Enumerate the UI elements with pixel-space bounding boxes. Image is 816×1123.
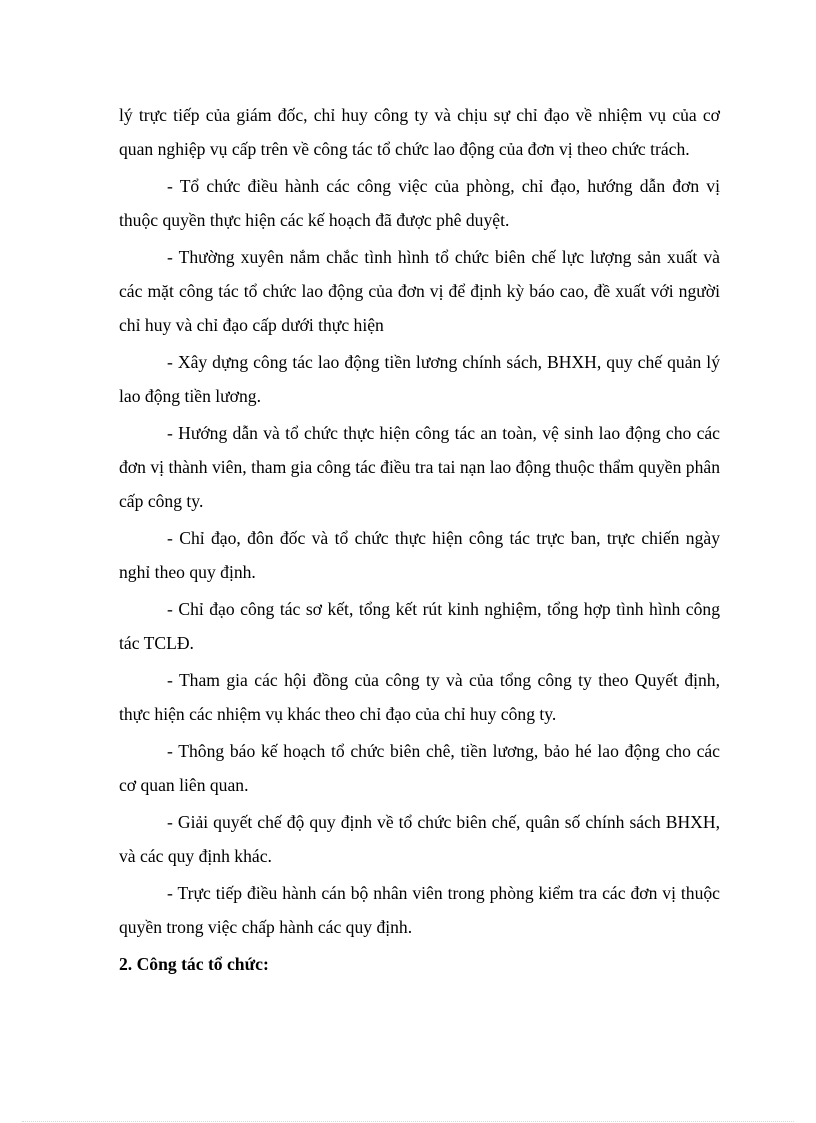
paragraph-task-monitor: - Thường xuyên nắm chắc tình hình tổ chức biên chế lực lượng sản xuất và các mặt công tác tổ chức lao động của đơn vị để định kỳ báo cao, đề xuất với người chỉ huy và chỉ đạo cấp dưới thực hiện xyxy=(119,247,720,335)
paragraph-task-duty: - Chỉ đạo, đôn đốc và tổ chức thực hiện công tác trực ban, trực chiến ngày nghỉ theo quy định. xyxy=(119,528,720,582)
paragraph-task-inspection: - Trực tiếp điều hành cán bộ nhân viên trong phòng kiểm tra các đơn vị thuộc quyền trong việc chấp hành các quy định. xyxy=(119,883,720,937)
paragraph-task-organize: - Tổ chức điều hành các công việc của phòng, chỉ đạo, hướng dẫn đơn vị thuộc quyền thực hiện các kế hoạch đã được phê duyệt. xyxy=(119,176,720,230)
section-heading: 2. Công tác tổ chức: xyxy=(119,954,269,974)
paragraph-continuation: lý trực tiếp của giám đốc, chỉ huy công ty và chịu sự chỉ đạo về nhiệm vụ của cơ quan nghiệp vụ cấp trên về công tác tổ chức lao động của đơn vị theo chức trách. xyxy=(119,105,720,159)
paragraph-task-safety: - Hướng dẫn và tổ chức thực hiện công tác an toàn, vệ sinh lao động cho các đơn vị thành viên, tham gia công tác điều tra tai nạn lao động thuộc thẩm quyền phân cấp công ty. xyxy=(119,423,720,511)
paragraph-task-regulations: - Giải quyết chế độ quy định về tổ chức biên chế, quân số chính sách BHXH, và các quy định khác. xyxy=(119,812,720,866)
document-page xyxy=(119,98,720,981)
paragraph-task-councils: - Tham gia các hội đồng của công ty và của tổng công ty theo Quyết định, thực hiện các nhiệm vụ khác theo chỉ đạo của chỉ huy công ty. xyxy=(119,670,720,724)
paragraph-task-notify: - Thông báo kế hoạch tổ chức biên chê, tiền lương, bảo hé lao động cho các cơ quan liên quan. xyxy=(119,741,720,795)
paragraph-task-review: - Chỉ đạo công tác sơ kết, tổng kết rút kinh nghiệm, tổng hợp tình hình công tác TCLĐ. xyxy=(119,599,720,653)
paragraph-task-salary-policy: - Xây dựng công tác lao động tiền lương chính sách, BHXH, quy chế quản lý lao động tiền lương. xyxy=(119,352,720,406)
page-bottom-divider xyxy=(22,1121,794,1122)
